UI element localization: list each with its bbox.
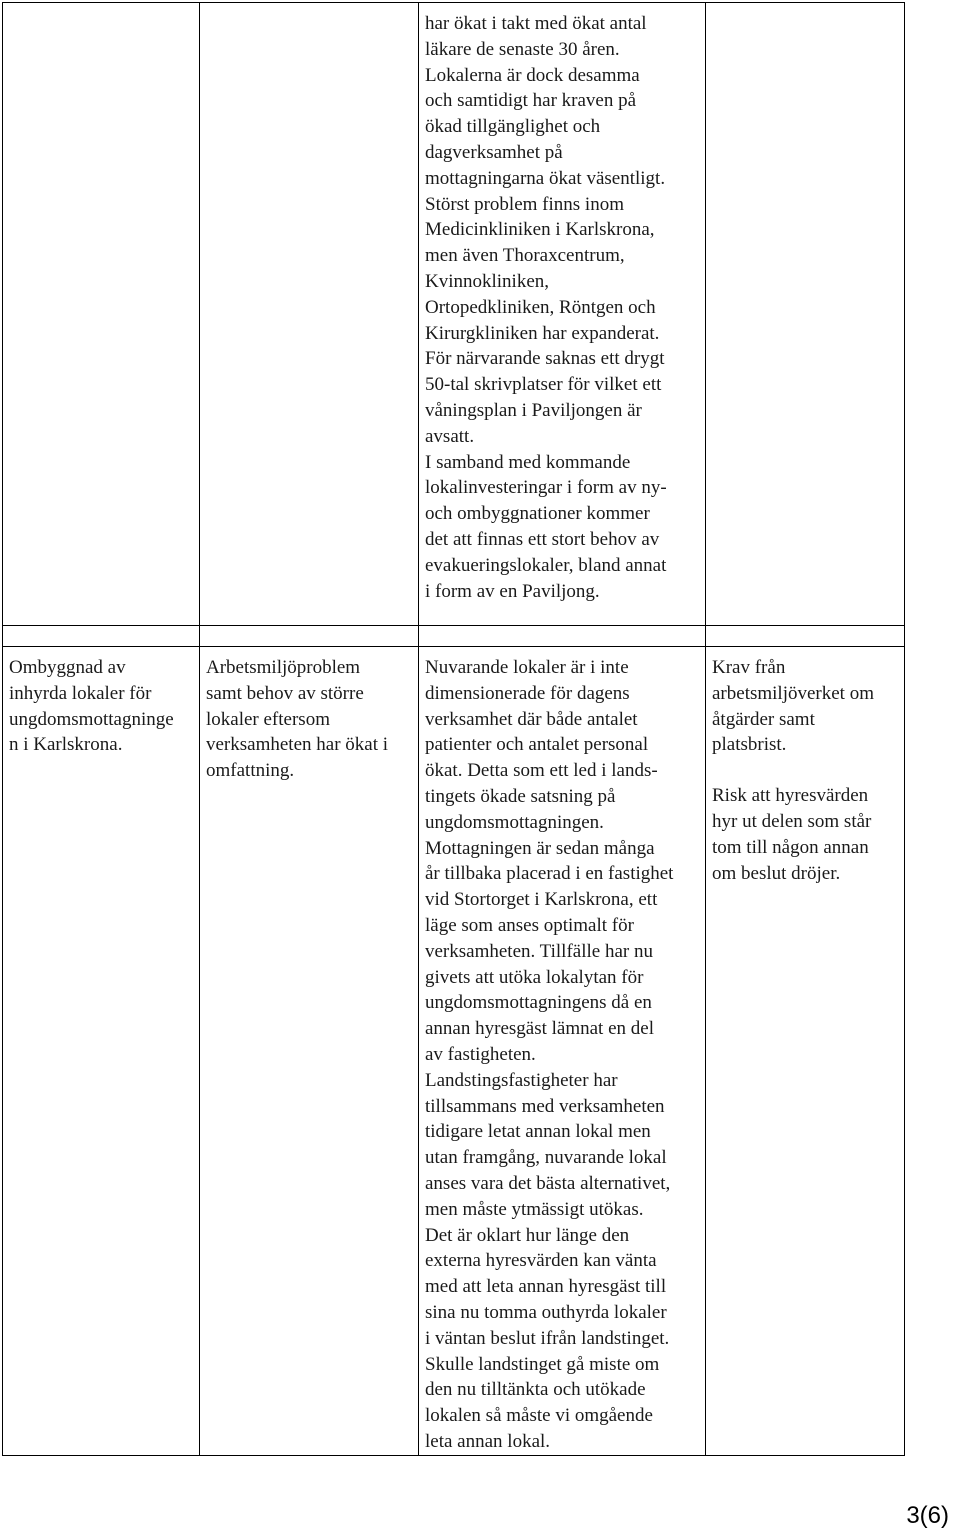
top-cell-4 bbox=[706, 3, 905, 626]
text-line: vid Stortorget i Karlskrona, ett bbox=[425, 889, 658, 911]
text-line: läge som anses optimalt för bbox=[425, 914, 634, 936]
text-line: annan hyresgäst lämnat en del bbox=[425, 1018, 654, 1040]
text-line: tidigare letat annan lokal men bbox=[425, 1121, 651, 1143]
text-line: dimensionerade för dagens bbox=[425, 682, 630, 704]
text-line: i form av en Paviljong. bbox=[425, 580, 600, 602]
text-line: ungdomsmottagningen. bbox=[425, 811, 604, 833]
consequence-para-2 bbox=[712, 783, 898, 886]
paragraph-gap bbox=[712, 758, 898, 783]
text-line: det att finnas ett stort behov av bbox=[425, 528, 660, 550]
text-line: anses vara det bästa alternativet, bbox=[425, 1172, 671, 1194]
spacer-cell bbox=[706, 626, 905, 647]
table-row bbox=[3, 647, 905, 1456]
text-line: Medicinkliniken i Karlskrona, bbox=[425, 219, 655, 241]
text-line: utan framgång, nuvarande lokal bbox=[425, 1147, 667, 1169]
text-line: arbetsmiljöverket om bbox=[712, 682, 874, 704]
text-line: tillsammans med verksamheten bbox=[425, 1095, 665, 1117]
text-line: Kirurgkliniken har expanderat. bbox=[425, 322, 660, 344]
text-line: av fastigheten. bbox=[425, 1043, 536, 1065]
text-line: Landstingsfastigheter har bbox=[425, 1069, 618, 1091]
text-line: verksamhet där både antalet bbox=[425, 708, 638, 730]
text-line: mottagningarna ökat väsentligt. bbox=[425, 167, 666, 189]
top-cell-2 bbox=[200, 3, 419, 626]
measure-cell bbox=[3, 647, 200, 1456]
text-line: men även Thoraxcentrum, bbox=[425, 245, 625, 267]
text-line: leta annan lokal. bbox=[425, 1430, 551, 1452]
text-line: Ortopedkliniken, Röntgen och bbox=[425, 296, 656, 318]
consequence-para-1 bbox=[712, 655, 898, 758]
text-line: Lokalerna är dock desamma bbox=[425, 64, 640, 86]
text-line: med att leta annan hyresgäst till bbox=[425, 1276, 667, 1298]
text-line: den nu tilltänkta och utökade bbox=[425, 1379, 646, 1401]
consequence-cell bbox=[706, 647, 905, 1456]
text-line: ungdomsmottagningens då en bbox=[425, 992, 652, 1014]
text-line: platsbrist. bbox=[712, 734, 787, 756]
text-line: och ombyggnationer kommer bbox=[425, 503, 650, 525]
text-line: men måste ytmässigt utökas. bbox=[425, 1198, 644, 1220]
text-line: verksamheten. Tillfälle har nu bbox=[425, 940, 653, 962]
text-line: Det är oklart hur länge den bbox=[425, 1224, 630, 1246]
top-cell-3 bbox=[419, 3, 706, 626]
text-line: ökat. Detta som ett led i lands- bbox=[425, 760, 658, 782]
text-line: ungdomsmottagninge bbox=[9, 708, 174, 730]
text-line: inhyrda lokaler för bbox=[9, 682, 152, 704]
text-line: Skulle landstinget gå miste om bbox=[425, 1353, 660, 1375]
text-line: 50-tal skrivplatser för vilket ett bbox=[425, 374, 662, 396]
text-line: tom till någon annan bbox=[712, 836, 869, 858]
text-line: lokalinvesteringar i form av ny- bbox=[425, 477, 667, 499]
text-line: Risk att hyresvärden bbox=[712, 785, 869, 807]
text-line: lokaler eftersom bbox=[206, 708, 330, 730]
table-row bbox=[3, 626, 905, 647]
text-line: våningsplan i Paviljongen är bbox=[425, 399, 642, 421]
text-line: dagverksamhet på bbox=[425, 141, 563, 163]
text-line: samt behov av större bbox=[206, 682, 364, 704]
text-line: Arbetsmiljöproblem bbox=[206, 657, 361, 678]
reason-cell bbox=[200, 647, 419, 1456]
text-line: externa hyresvärden kan vänta bbox=[425, 1250, 657, 1272]
text-line: läkare de senaste 30 åren. bbox=[425, 38, 620, 60]
text-line: lokalen så måste vi omgående bbox=[425, 1405, 653, 1427]
text-line: åtgärder samt bbox=[712, 708, 815, 730]
table-row bbox=[3, 3, 905, 626]
page-number: 3(6) bbox=[906, 1502, 949, 1529]
text-line: sina nu tomma outhyrda lokaler bbox=[425, 1301, 667, 1323]
text-line: avsatt. bbox=[425, 425, 475, 447]
text-line: I samband med kommande bbox=[425, 451, 631, 473]
text-line: För närvarande saknas ett drygt bbox=[425, 348, 665, 370]
text-line: ökad tillgänglighet och bbox=[425, 116, 601, 138]
spacer-cell bbox=[200, 626, 419, 647]
text-line: evakueringslokaler, bland annat bbox=[425, 554, 667, 576]
text-line: verksamheten har ökat i bbox=[206, 734, 389, 756]
text-line: patienter och antalet personal bbox=[425, 734, 649, 756]
spacer-cell bbox=[3, 626, 200, 647]
text-line: har ökat i takt med ökat antal bbox=[425, 13, 647, 34]
text-line: i väntan beslut ifrån landstinget. bbox=[425, 1327, 670, 1349]
text-line: Mottagningen är sedan många bbox=[425, 837, 655, 859]
text-line: givets att utöka lokalytan för bbox=[425, 966, 644, 988]
text-line: Krav från bbox=[712, 657, 786, 678]
text-line: n i Karlskrona. bbox=[9, 734, 123, 756]
text-line: Kvinnokliniken, bbox=[425, 270, 550, 292]
document-table bbox=[2, 2, 905, 1456]
text-line: hyr ut delen som står bbox=[712, 810, 872, 832]
text-line: Störst problem finns inom bbox=[425, 193, 624, 215]
text-line: år tillbaka placerad i en fastighet bbox=[425, 863, 674, 885]
text-line: om beslut dröjer. bbox=[712, 862, 841, 884]
spacer-cell bbox=[419, 626, 706, 647]
top-cell-1 bbox=[3, 3, 200, 626]
text-line: Ombyggnad av bbox=[9, 657, 126, 678]
text-line: och samtidigt har kraven på bbox=[425, 90, 637, 112]
description-cell bbox=[419, 647, 706, 1456]
text-line: omfattning. bbox=[206, 760, 295, 782]
text-line: Nuvarande lokaler är i inte bbox=[425, 657, 629, 678]
text-line: tingets ökade satsning på bbox=[425, 785, 616, 807]
